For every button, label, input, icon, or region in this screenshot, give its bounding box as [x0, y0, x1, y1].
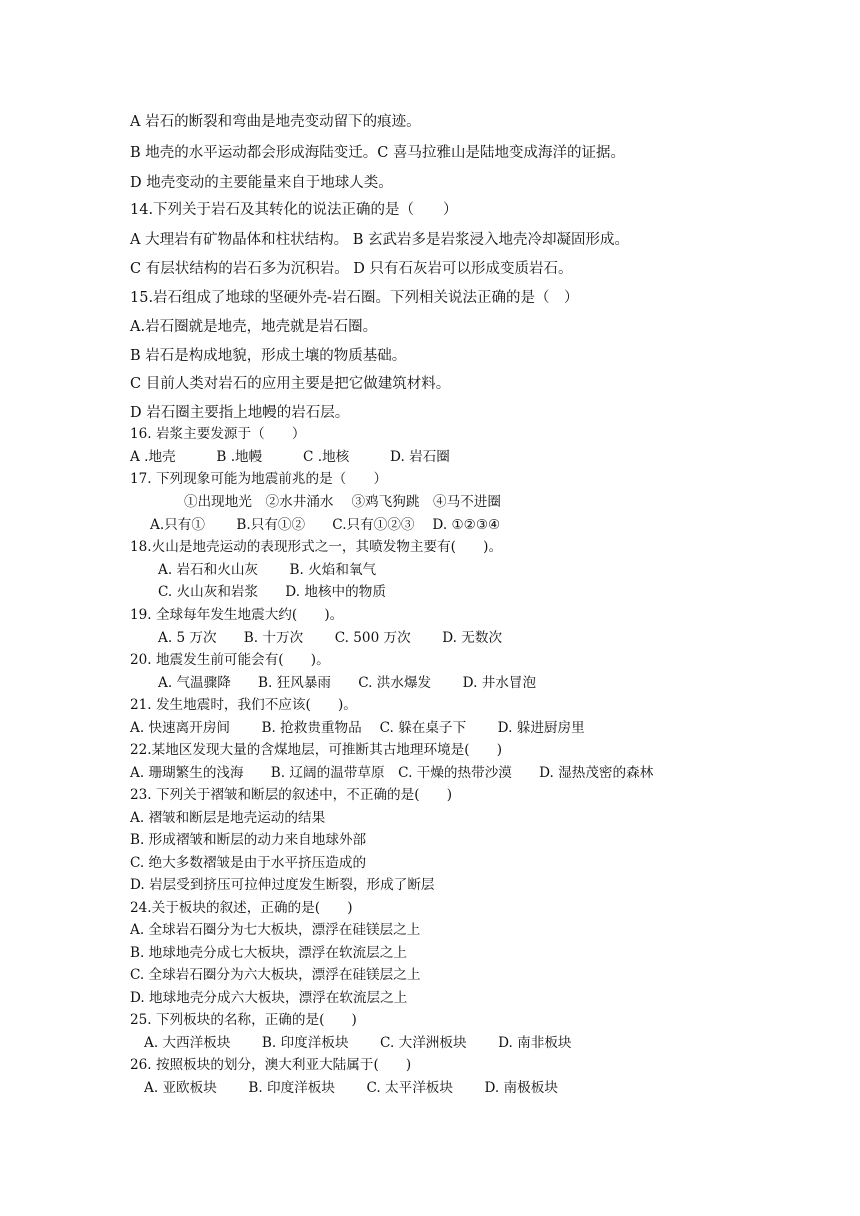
q15-option-d: D 岩石圈主要指上地幔的岩石层。: [130, 405, 350, 421]
q23-option-c: C. 绝大多数褶皱是由于水平挤压造成的: [130, 855, 367, 871]
q24-option-a: A. 全球岩石圈分为七大板块，漂浮在硅镁层之上: [130, 922, 421, 938]
q13-option-b-c: B 地壳的水平运动都会形成海陆变迁。C 喜马拉雅山是陆地变成海洋的证据。: [130, 145, 625, 161]
q13-option-d: D 地壳变动的主要能量来自于地球人类。: [130, 175, 393, 191]
q26-options: A. 亚欧板块 B. 印度洋板块 C. 太平洋板块 D. 南极板块: [144, 1080, 558, 1096]
q22-options: A. 珊瑚繁生的浅海 B. 辽阔的温带草原 C. 干燥的热带沙漠 D. 湿热茂密的森林: [130, 765, 654, 781]
q15-option-c: C 目前人类对岩石的应用主要是把它做建筑材料。: [130, 376, 451, 392]
q13-option-a: A 岩石的断裂和弯曲是地壳变动留下的痕迹。: [130, 114, 421, 130]
q25-options: A. 大西洋板块 B. 印度洋板块 C. 大洋洲板块 D. 南非板块: [144, 1035, 572, 1051]
question-20: 20. 地震发生前可能会有( )。: [130, 652, 330, 668]
q17-phenomena: ①出现地光 ②水井涌水 ③鸡飞狗跳 ④马不进圈: [184, 494, 501, 510]
q16-options: A .地壳 B .地幔 C .地核 D. 岩石圈: [130, 449, 450, 465]
question-18: 18.火山是地壳运动的表现形式之一，其喷发物主要有( )。: [130, 539, 503, 555]
question-21: 21. 发生地震时，我们不应该( )。: [130, 697, 357, 713]
q15-option-b: B 岩石是构成地貌，形成土壤的物质基础。: [130, 348, 407, 364]
q24-option-c: C. 全球岩石圈分为六大板块，漂浮在硅镁层之上: [130, 967, 421, 983]
question-22: 22.某地区发现大量的含煤地层，可推断其古地理环境是( ): [130, 742, 503, 758]
q18-options-a-b: A. 岩石和火山灰 B. 火焰和氧气: [158, 562, 377, 578]
question-16: 16. 岩浆主要发源于（ ）: [130, 426, 306, 442]
question-24: 24.关于板块的叙述，正确的是( ): [130, 900, 353, 916]
q21-options: A. 快速离开房间 B. 抢救贵重物品 C. 躲在桌子下 D. 躲进厨房里: [130, 720, 585, 736]
q24-option-d: D. 地球地壳分成六大板块，漂浮在软流层之上: [130, 990, 408, 1006]
q20-options: A. 气温骤降 B. 狂风暴雨 C. 洪水爆发 D. 井水冒泡: [158, 675, 537, 691]
q18-options-c-d: C. 火山灰和岩浆 D. 地核中的物质: [158, 584, 386, 600]
q24-option-b: B. 地球地壳分成七大板块，漂浮在软流层之上: [130, 945, 407, 961]
question-26: 26. 按照板块的划分，澳大利亚大陆属于( ): [130, 1057, 412, 1073]
q23-option-d: D. 岩层受到挤压可拉伸过度发生断裂，形成了断层: [130, 877, 435, 893]
q19-options: A. 5 万次 B. 十万次 C. 500 万次 D. 无数次: [158, 630, 503, 646]
question-15: 15.岩石组成了地球的坚硬外壳-岩石圈。下列相关说法正确的是（ ）: [130, 290, 579, 306]
question-23: 23. 下列关于褶皱和断层的叙述中，不正确的是( ): [130, 787, 453, 803]
question-17: 17. 下列现象可能为地震前兆的是（ ）: [130, 471, 388, 487]
q14-options-c-d: C 有层状结构的岩石多为沉积岩。 D 只有石灰岩可以形成变质岩石。: [130, 261, 573, 277]
q14-options-a-b: A 大理岩有矿物晶体和柱状结构。 B 玄武岩多是岩浆浸入地壳冷却凝固形成。: [130, 232, 629, 248]
question-14: 14.下列关于岩石及其转化的说法正确的是（ ）: [130, 202, 458, 218]
question-25: 25. 下列板块的名称，正确的是( ): [130, 1012, 357, 1028]
q23-option-a: A. 褶皱和断层是地壳运动的结果: [130, 810, 326, 826]
q17-options: A.只有① B.只有①② C.只有①②③ D. ①②③④: [150, 517, 501, 533]
question-19: 19. 全球每年发生地震大约( )。: [130, 607, 344, 623]
q15-option-a: A.岩石圈就是地壳，地壳就是岩石圈。: [130, 319, 378, 335]
q23-option-b: B. 形成褶皱和断层的动力来自地球外部: [130, 832, 367, 848]
